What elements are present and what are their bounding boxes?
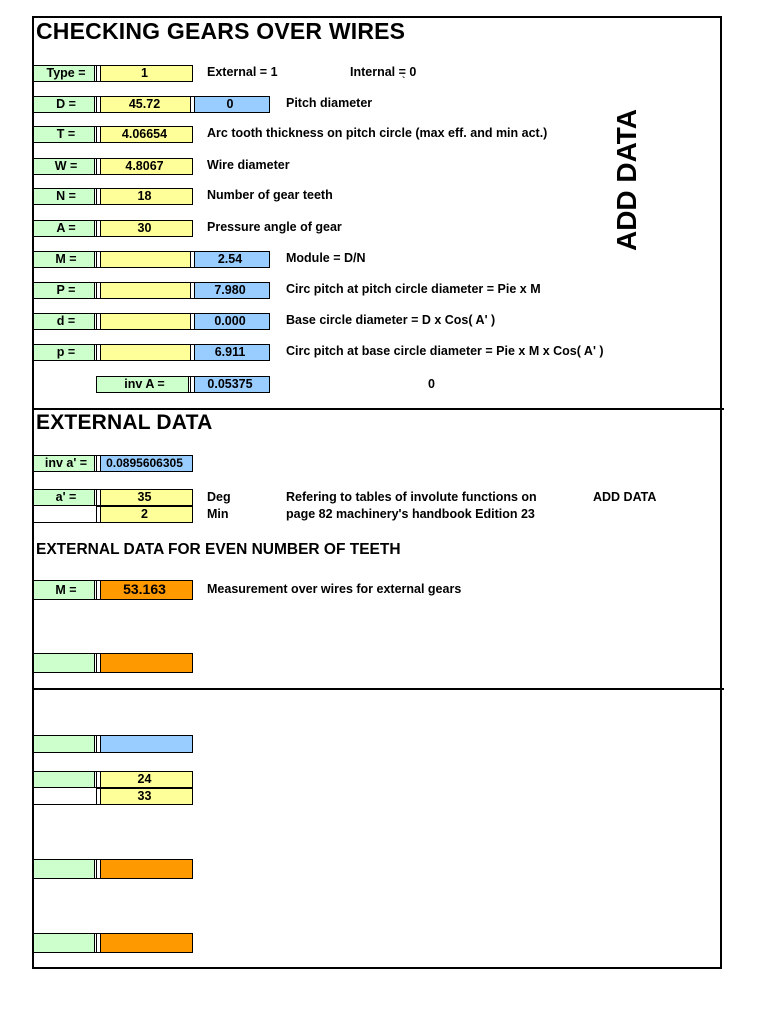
input-a[interactable]: 30 (96, 220, 193, 237)
label-empty-3 (33, 771, 99, 788)
tick-mark: ` (402, 76, 406, 87)
input-w[interactable]: 4.8067 (96, 158, 193, 175)
p-lower-desc: Circ pitch at base circle diameter = Pie x M x Cos( A' ) (286, 344, 604, 358)
input-lower-min[interactable]: 33 (96, 788, 193, 805)
calc-inv-a: 0.05375 (190, 376, 270, 393)
input-t[interactable]: 4.06654 (96, 126, 193, 143)
input-d[interactable]: 45.72 (96, 96, 193, 113)
input-a-prime-deg[interactable]: 35 (96, 489, 193, 506)
reference-line-1: Refering to tables of involute functions on (286, 490, 537, 504)
calc-p-upper: 7.980 (190, 282, 270, 299)
p-upper-desc: Circ pitch at pitch circle diameter = Pie x M (286, 282, 541, 296)
label-d-lower: d = (33, 313, 99, 330)
internal-desc: Internal = 0 (350, 65, 417, 79)
result-m-over-wires: 53.163 (96, 580, 193, 600)
add-data-vertical-label: ADD DATA (611, 108, 642, 252)
n-desc: Number of gear teeth (207, 188, 333, 202)
section-divider (32, 408, 724, 410)
page-title: CHECKING GEARS OVER WIRES (36, 18, 406, 44)
input-m[interactable] (96, 251, 193, 268)
label-m: M = (33, 251, 99, 268)
label-type: Type = (33, 65, 99, 82)
section-divider-2 (32, 688, 724, 690)
label-inv-a-prime: inv a' = (33, 455, 99, 472)
label-m-over-wires: M = (33, 580, 99, 600)
label-p-lower: p = (33, 344, 99, 361)
w-desc: Wire diameter (207, 158, 290, 172)
label-n: N = (33, 188, 99, 205)
type-desc: External = 1 (207, 65, 278, 79)
inv-a-extra: 0 (428, 377, 435, 391)
calc-d-lower: 0.000 (190, 313, 270, 330)
input-a-prime-min[interactable]: 2 (96, 506, 193, 523)
d-desc: Pitch diameter (286, 96, 373, 110)
calc-m: 2.54 (190, 251, 270, 268)
label-a-prime: a' = (33, 489, 99, 506)
a-prime-label-spacer (33, 506, 99, 523)
input-type[interactable]: 1 (96, 65, 193, 82)
m-desc: Module = D/N (286, 251, 366, 265)
add-data-note: ADD DATA (593, 490, 657, 504)
reference-line-2: page 82 machinery's handbook Edition 23 (286, 507, 535, 521)
label-p-upper: P = (33, 282, 99, 299)
label-empty-3-spacer (33, 788, 99, 805)
deg-label: Deg (207, 490, 231, 504)
calc-empty-2 (96, 735, 193, 753)
even-teeth-heading: EXTERNAL DATA FOR EVEN NUMBER OF TEETH (36, 541, 401, 558)
label-empty-1 (33, 653, 99, 673)
input-n[interactable]: 18 (96, 188, 193, 205)
label-empty-4 (33, 859, 99, 879)
t-desc: Arc tooth thickness on pitch circle (max eff. and min act.) (207, 126, 548, 140)
a-desc: Pressure angle of gear (207, 220, 342, 234)
calc-inv-a-prime: 0.0895606305 (96, 455, 193, 472)
min-label: Min (207, 507, 229, 521)
input-d-lower[interactable] (96, 313, 193, 330)
label-d: D = (33, 96, 99, 113)
external-heading: EXTERNAL DATA (36, 411, 213, 434)
d-lower-desc: Base circle diameter = D x Cos( A' ) (286, 313, 496, 327)
calc-d: 0 (190, 96, 270, 113)
m-over-wires-desc: Measurement over wires for external gears (207, 582, 462, 596)
input-p-lower[interactable] (96, 344, 193, 361)
label-empty-5 (33, 933, 99, 953)
label-empty-2 (33, 735, 99, 753)
label-t: T = (33, 126, 99, 143)
calc-p-lower: 6.911 (190, 344, 270, 361)
input-lower-deg[interactable]: 24 (96, 771, 193, 788)
label-inv-a: inv A = (96, 376, 193, 393)
result-empty-5 (96, 933, 193, 953)
label-w: W = (33, 158, 99, 175)
input-p-upper[interactable] (96, 282, 193, 299)
result-empty-1 (96, 653, 193, 673)
result-empty-4 (96, 859, 193, 879)
label-a: A = (33, 220, 99, 237)
